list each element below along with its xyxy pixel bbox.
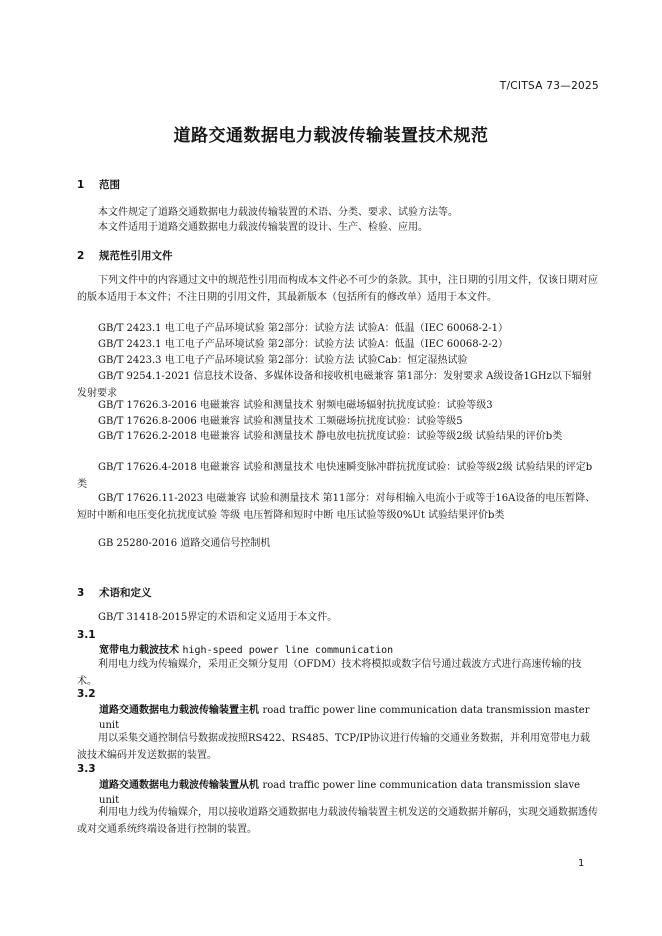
section-number: 2 <box>77 250 85 262</box>
reference-item: GB/T 9254.1-2021 信息技术设备、多媒体设备和接收机电磁兼容 第1部分：发射要求 A级设备1GHz以下辐射发射要求 <box>77 371 592 399</box>
section-number: 1 <box>77 179 85 191</box>
reference-item: GB/T 2423.1 电工电子产品环境试验 第2部分：试验方法 试验A：低温（IEC 60068-2-1） <box>98 323 509 334</box>
term-cn: 宽带电力载波技术 <box>99 645 179 656</box>
section-title: 范围 <box>99 179 120 191</box>
section-title: 规范性引用文件 <box>99 250 173 262</box>
paragraph: 本文件适用于道路交通数据电力载波传输装置的设计、生产、检验、应用。 <box>98 222 428 233</box>
section-3-heading <box>77 585 152 600</box>
term-en: road traffic power line communication data transmission slave unit <box>99 780 581 806</box>
reference-item: GB/T 17626.2-2018 电磁兼容 试验和测量技术 静电放电抗扰度试验：试验等级2级 试验结果的评价b类 <box>98 431 563 442</box>
term-definition: 用以采集交通控制信号数据或按照RS422、RS485、TCP/IP协议进行传输的交通业务数据，并利用宽带电力载波技术编码并发送数据的装置。 <box>77 733 591 761</box>
section-title: 术语和定义 <box>99 587 152 599</box>
reference-item: GB/T 2423.1 电工电子产品环境试验 第2部分：试验方法 试验A：低温（IEC 60068-2-2） <box>98 339 509 350</box>
term-number: 3.2 <box>77 688 96 700</box>
term-en: road traffic power line communication data transmission master unit <box>99 705 590 731</box>
document-title: 道路交通数据电力载波传输装置技术规范 <box>173 126 489 146</box>
reference-item: GB 25280-2016 道路交通信号控制机 <box>98 538 271 549</box>
paragraph: 本文件规定了道路交通数据电力载波传输装置的术语、分类、要求、试验方法等。 <box>98 207 458 218</box>
term-number: 3.1 <box>77 629 96 641</box>
term-number: 3.3 <box>77 763 96 775</box>
term-definition: 利用电力线为传输媒介，用以接收道路交通数据电力载波传输装置主机发送的交通数据并解码，实现交通数据透传或对交通系统终端设备进行控制的装置。 <box>77 807 598 835</box>
page-number: 1 <box>578 858 585 869</box>
section-2-heading <box>77 248 173 263</box>
reference-item: GB/T 17626.4-2018 电磁兼容 试验和测量技术 电快速瞬变脉冲群抗扰度试验：试验等级2级 试验结果的评定b类 <box>77 462 593 490</box>
reference-item: GB/T 17626.8-2006 电磁兼容 试验和测量技术 工频磁场抗扰度试验：试验等级5 <box>98 416 463 427</box>
term-cn: 道路交通数据电力载波传输装置主机 <box>99 705 259 716</box>
reference-item: GB/T 17626.11-2023 电磁兼容 试验和测量技术 第11部分：对每相输入电流小于或等于16A设备的电压暂降、短时中断和电压变化抗扰度试验 等级 电压暂降和短时中断 电压试验等级0%Ut 试验结果评价b类 <box>77 493 596 521</box>
section-1-heading <box>77 177 120 192</box>
term-en: high-speed power line communication <box>182 645 394 656</box>
term-definition: 利用电力线为传输媒介，采用正交频分复用（OFDM）技术将模拟或数字信号通过载波方式进行高速传输的技术。 <box>77 659 582 687</box>
section-number: 3 <box>77 587 85 599</box>
reference-item: GB/T 17626.3-2016 电磁兼容 试验和测量技术 射频电磁场辐射抗扰度试验：试验等级3 <box>98 400 493 411</box>
reference-item: GB/T 2423.3 电工电子产品环境试验 第2部分：试验方法 试验Cab：恒定湿热试验 <box>98 355 468 366</box>
term-cn: 道路交通数据电力载波传输装置从机 <box>99 780 259 791</box>
standard-number: T/CITSA 73—2025 <box>499 80 599 92</box>
paragraph: 下列文件中的内容通过文中的规范性引用而构成本文件必不可少的条款。其中，注日期的引用文件，仅该日期对应的版本适用于本文件；不注日期的引用文件，其最新版本（包括所有的修改单）适用于本文件。 <box>77 275 598 303</box>
term-heading <box>99 703 599 733</box>
paragraph: GB/T 31418-2015界定的术语和定义适用于本文件。 <box>98 612 338 623</box>
